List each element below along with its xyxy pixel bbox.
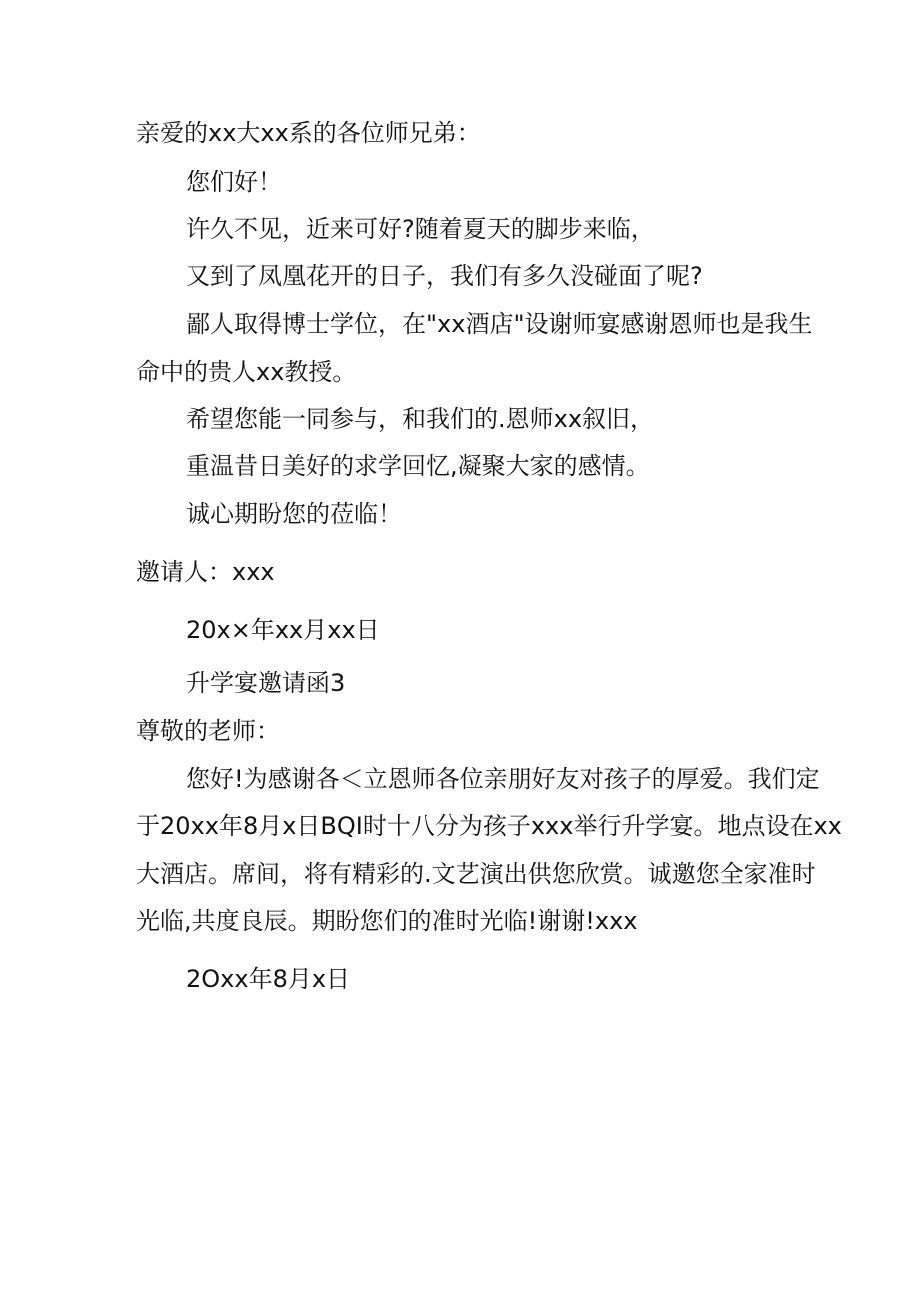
greeting-line: 亲爱的xx大xx系的各位师兄弟：	[136, 119, 481, 147]
body-line: 许久不见，近来可好?随着夏天的脚步来临，	[186, 215, 655, 243]
body-line: 命中的贵人xx教授。	[136, 358, 357, 386]
body-line: 重温昔日美好的求学回忆,凝聚大家的感情。	[186, 452, 650, 480]
inviter-line: 邀请人：xxx	[136, 558, 275, 586]
body-line: 鄙人取得博士学位，在"xx酒店"设谢师宴感谢恩师也是我生	[186, 310, 813, 338]
body-line: 于20xx年8月x日BQI时十八分为孩子xxx举行升学宴。地点设在xx	[136, 812, 842, 840]
body-line: 光临,共度良辰。期盼您们的准时光临!谢谢!xxx	[136, 907, 638, 935]
body-line: 又到了凤凰花开的日子，我们有多久没碰面了呢?	[186, 262, 703, 290]
body-line: 希望您能一同参与，和我们的.恩师xx叙旧，	[186, 405, 655, 433]
closing-line: 诚心期盼您的莅临！	[186, 500, 402, 528]
body-line: 大酒店。席间，将有精彩的.文艺演出供您欣赏。诚邀您全家准时	[136, 860, 816, 888]
salutation-line: 您们好！	[186, 168, 282, 196]
date-line: 2Oxx年8月x日	[186, 965, 351, 993]
section-title: 升学宴邀请函3	[186, 669, 346, 697]
date-line: 20x×年xx月xx日	[186, 616, 380, 644]
greeting-line: 尊敬的老师：	[136, 717, 280, 745]
body-line: 您好!为感谢各＜立恩师各位亲朋好友对孩子的厚爱。我们定	[186, 765, 820, 793]
